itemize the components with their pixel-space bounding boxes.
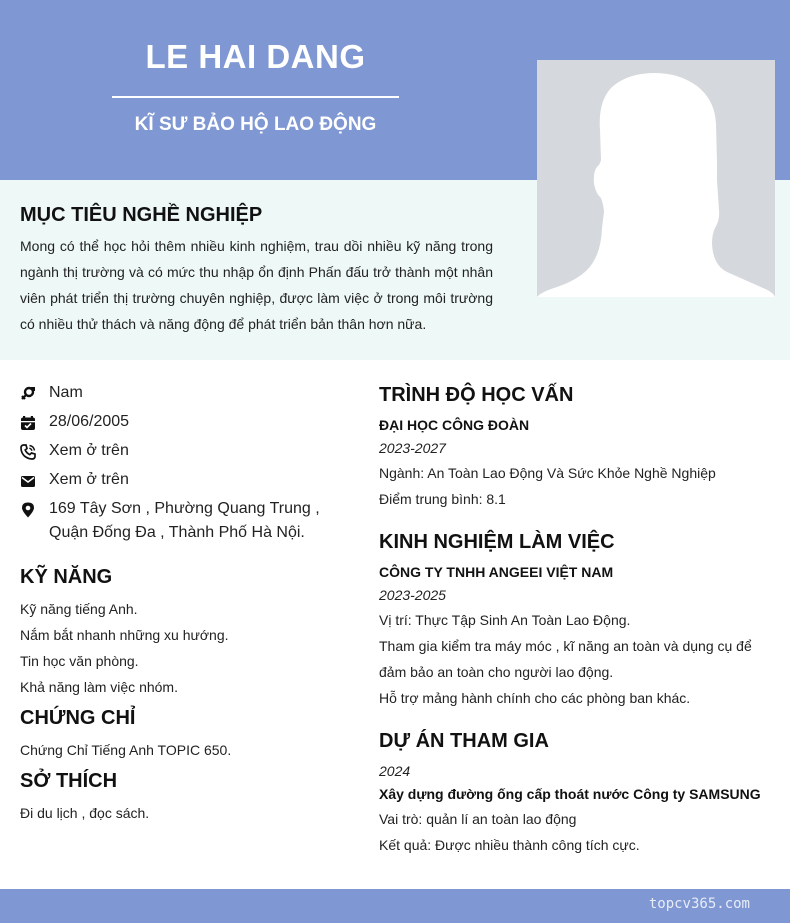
gender-icon xyxy=(20,386,36,402)
experience-position: Vị trí: Thực Tập Sinh An Toàn Lao Động. xyxy=(379,612,631,628)
skill-item: Kỹ năng tiếng Anh. xyxy=(20,601,138,617)
envelope-icon xyxy=(20,473,36,489)
education-gpa: Điểm trung bình: 8.1 xyxy=(379,491,506,507)
phone-value: Xem ở trên xyxy=(49,442,129,459)
certificates-heading: CHỨNG CHỈ xyxy=(20,707,136,729)
education-heading: TRÌNH ĐỘ HỌC VẤN xyxy=(379,384,574,406)
calendar-icon xyxy=(20,415,36,431)
experience-company: CÔNG TY TNHH ANGEEI VIỆT NAM xyxy=(379,564,614,580)
experience-duty-1: Tham gia kiểm tra máy móc , kĩ năng an toàn và dụng cụ để xyxy=(379,638,752,654)
project-name: Xây dựng đường ống cấp thoát nước Công ty SAMSUNG xyxy=(379,786,761,802)
experience-period: 2023-2025 xyxy=(379,587,446,603)
contact-phone xyxy=(20,441,129,463)
footer-band xyxy=(0,889,790,923)
contact-gender xyxy=(20,383,83,405)
education-major: Ngành: An Toàn Lao Động Và Sức Khỏe Nghề Nghiệp xyxy=(379,465,716,481)
contact-birthday xyxy=(20,412,129,434)
gender-value: Nam xyxy=(49,384,83,401)
name-divider xyxy=(112,96,399,98)
avatar xyxy=(537,60,775,297)
skill-item: Nắm bắt nhanh những xu hướng. xyxy=(20,627,229,643)
phone-icon xyxy=(20,444,36,460)
address-line-2: Quận Đống Đa , Thành Phố Hà Nội. xyxy=(49,524,305,541)
email-value: Xem ở trên xyxy=(49,471,129,488)
experience-duty-1-cont: đảm bảo an toàn cho người lao động. xyxy=(379,664,614,680)
map-pin-icon xyxy=(20,502,36,518)
birthday-value: 28/06/2005 xyxy=(49,413,130,430)
avatar-silhouette-icon xyxy=(537,60,775,297)
watermark: topcv365.com xyxy=(648,896,750,912)
skill-item: Khả năng làm việc nhóm. xyxy=(20,679,178,695)
hobbies-heading: SỞ THÍCH xyxy=(20,770,118,792)
experience-duty-2: Hỗ trợ mảng hành chính cho các phòng ban khác. xyxy=(379,690,691,706)
skill-item: Tin học văn phòng. xyxy=(20,653,139,669)
education-period: 2023-2027 xyxy=(379,440,446,456)
candidate-name: LE HAI DANG xyxy=(145,38,366,75)
certificate-item: Chứng Chỉ Tiếng Anh TOPIC 650. xyxy=(20,742,232,758)
contact-address xyxy=(20,499,320,545)
contact-email xyxy=(20,470,129,492)
project-year: 2024 xyxy=(379,763,411,779)
education-school: ĐẠI HỌC CÔNG ĐOÀN xyxy=(379,417,530,433)
project-role: Vai trò: quản lí an toàn lao động xyxy=(379,811,577,827)
experience-heading: KINH NGHIỆM LÀM VIỆC xyxy=(379,531,615,553)
projects-heading: DỰ ÁN THAM GIA xyxy=(379,730,549,752)
objective-heading: MỤC TIÊU NGHỀ NGHIỆP xyxy=(20,204,263,226)
project-result: Kết quả: Được nhiều thành công tích cực. xyxy=(379,837,640,853)
hobby-item: Đi du lịch , đọc sách. xyxy=(20,805,150,821)
objective-text: Mong có thể học hỏi thêm nhiều kinh nghiệm, trau dồi nhiều kỹ năng trong ngành thị trường và có mức thu nhập ổn định Phấn đấu trở thành một nhân viên phát triển thị trường chuyên nghiệp, được làm việc ở trong môi trường có nhiều thử thách và năng động để phát triển bản thân hơn nữa. xyxy=(20,238,493,332)
job-title: KĨ SƯ BẢO HỘ LAO ĐỘNG xyxy=(134,114,377,135)
address-line-1: 169 Tây Sơn , Phường Quang Trung , xyxy=(49,500,320,517)
skills-heading: KỸ NĂNG xyxy=(20,566,113,588)
